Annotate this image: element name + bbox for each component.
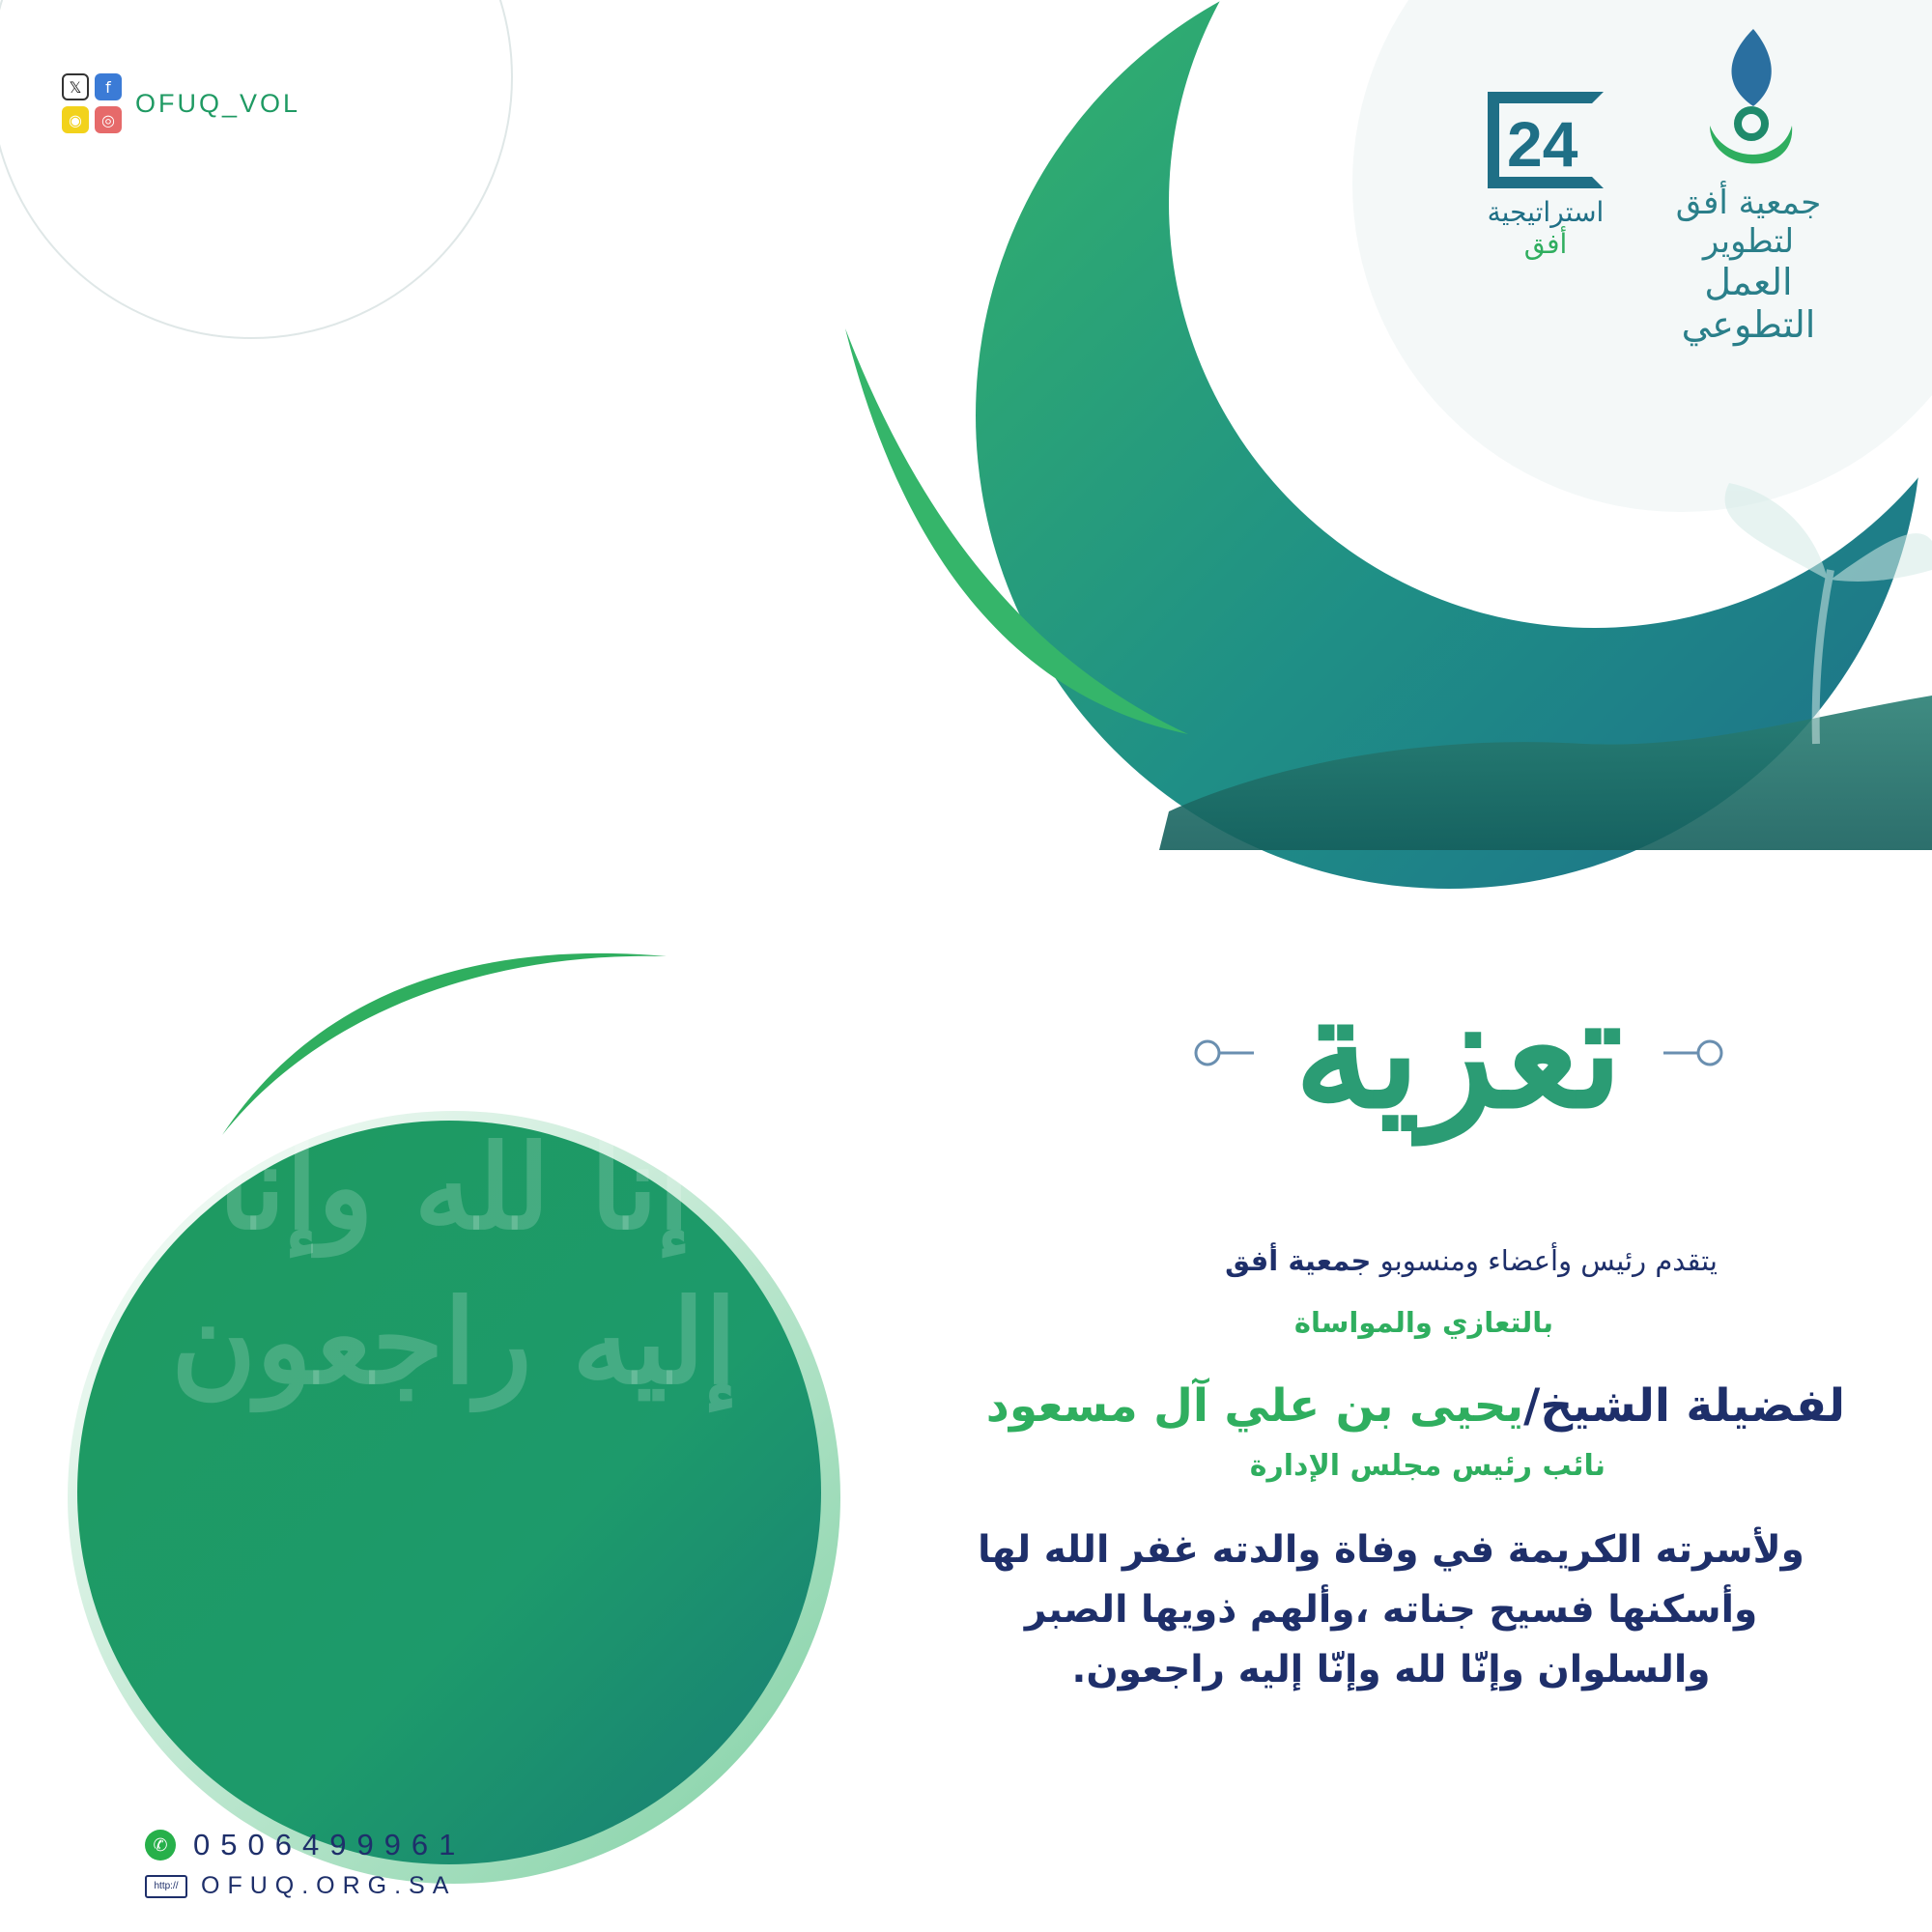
bottom-sweep-tail [222,953,667,1135]
strategy-logo [1468,92,1623,260]
instagram-icon[interactable]: ◎ [95,106,122,133]
intro-prefix: يتقدم رئيس وأعضاء ومنسوبو [1371,1244,1718,1277]
snapchat-icon[interactable]: ◉ [62,106,89,133]
phone-contact[interactable] [145,1828,466,1862]
intro-line2: بالتعازي والمواساة [1293,1306,1553,1339]
recipient-name [986,1379,1845,1433]
strategy-number: 24 [1507,108,1578,180]
social-handle-block [62,73,300,133]
strategy-line1: استراتيجية [1487,196,1605,228]
body-line3: والسلوان وإنّا لله وإنّا إليه راجعون. [1071,1648,1711,1691]
calligraphy-verse: إنا لله وإنا إليه راجعون [171,1120,737,1410]
website-contact[interactable] [145,1872,456,1900]
strategy-24-mark [1488,92,1604,188]
body-line2: وأسكنها فسيح جناته ،وألهم ذويها الصبر [1024,1588,1758,1632]
decor-thin-arc [0,0,512,338]
phone-number[interactable]: 0506499961 [193,1828,467,1861]
page-title: تعزية [1293,961,1624,1143]
body-line1: ولأسرته الكريمة في وفاة والدته غفر الله لها [978,1528,1804,1572]
ofuq-mark-icon [1686,19,1811,184]
intro-org: جمعية أفق [1225,1244,1372,1277]
browser-icon: http:// [145,1875,187,1898]
facebook-icon[interactable]: f [95,73,122,100]
title-block [1188,942,1729,1193]
website-url[interactable]: OFUQ.ORG.SA [201,1872,457,1899]
condolence-body [956,1520,1826,1700]
ofuq-logo-line1: جمعية أفق لتطوير [1675,184,1822,261]
strategy-line2: أفق [1523,228,1568,260]
whatsapp-icon: ✆ [145,1830,176,1861]
x-icon[interactable]: 𝕏 [62,73,89,100]
social-icons [62,73,122,133]
social-handle[interactable]: OFUQ_VOL [135,88,301,118]
name-prefix: لفضيلة الشيخ/ [1523,1379,1845,1433]
ofuq-logo [1642,145,1855,346]
recipient-role: نائب رئيس مجلس الإدارة [1249,1449,1605,1483]
ofuq-logo-line2: العمل التطوعي [1681,261,1816,346]
name-text: يحيى بن علي آل مسعود [985,1379,1524,1433]
intro-line [1225,1244,1718,1277]
